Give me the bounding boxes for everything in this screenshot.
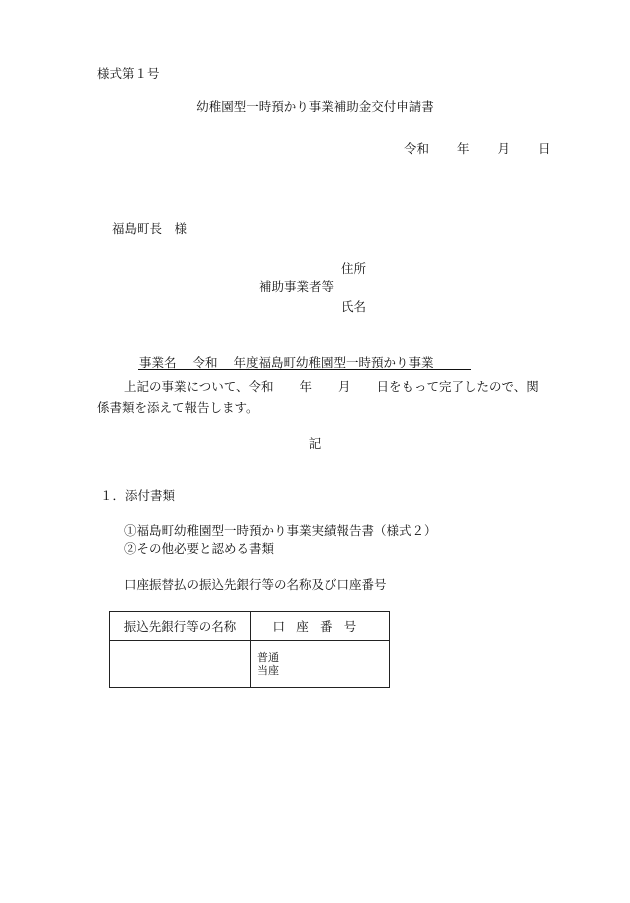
- bank-table: [109, 611, 390, 688]
- body-line-1a: 上記の事業について、令和: [124, 379, 274, 394]
- body-month: 月: [338, 379, 351, 394]
- date-month: 月: [497, 141, 511, 156]
- date-day: 日: [538, 141, 551, 156]
- attachment-item: ②その他必要と認める書類: [124, 541, 275, 556]
- project-era: 令和: [192, 355, 218, 370]
- address-label: 住所: [341, 261, 367, 276]
- table-row: [110, 641, 390, 688]
- date-line: [404, 139, 551, 157]
- bank-name-cell: [110, 641, 251, 688]
- bank-name-header: 振込先銀行等の名称: [110, 612, 251, 641]
- body-line-1: [124, 377, 539, 395]
- account-type-regular: 普通: [257, 651, 279, 664]
- applicant-label: 補助事業者等: [259, 279, 335, 294]
- project-label: 事業名: [139, 355, 177, 370]
- document-title: 幼稚園型一時預かり事業補助金交付申請書: [196, 99, 434, 114]
- account-number-header: 口座番号: [251, 612, 390, 641]
- section-attachments: １．添付書類: [100, 488, 176, 503]
- form-number: 様式第１号: [97, 66, 160, 81]
- project-name: 年度福島町幼稚園型一時預かり事業: [233, 355, 434, 370]
- name-label: 氏名: [341, 299, 367, 314]
- account-type-current: 当座: [257, 664, 279, 677]
- bank-caption: 口座振替払の振込先銀行等の名称及び口座番号: [124, 577, 387, 592]
- attachment-item: ①福島町幼稚園型一時預かり事業実績報告書（様式２）: [124, 523, 437, 538]
- body-year: 年: [299, 379, 313, 394]
- addressee: 福島町長 様: [112, 221, 188, 236]
- table-header-row: [110, 612, 390, 641]
- body-line-2: 係書類を添えて報告します。: [97, 400, 259, 415]
- date-era: 令和: [404, 141, 430, 156]
- date-year: 年: [457, 141, 470, 156]
- ki-heading: 記: [308, 436, 322, 451]
- body-line-1d: 日をもって完了したので、関: [376, 379, 539, 394]
- project-underline: [138, 369, 471, 370]
- account-number-cell: [251, 641, 390, 688]
